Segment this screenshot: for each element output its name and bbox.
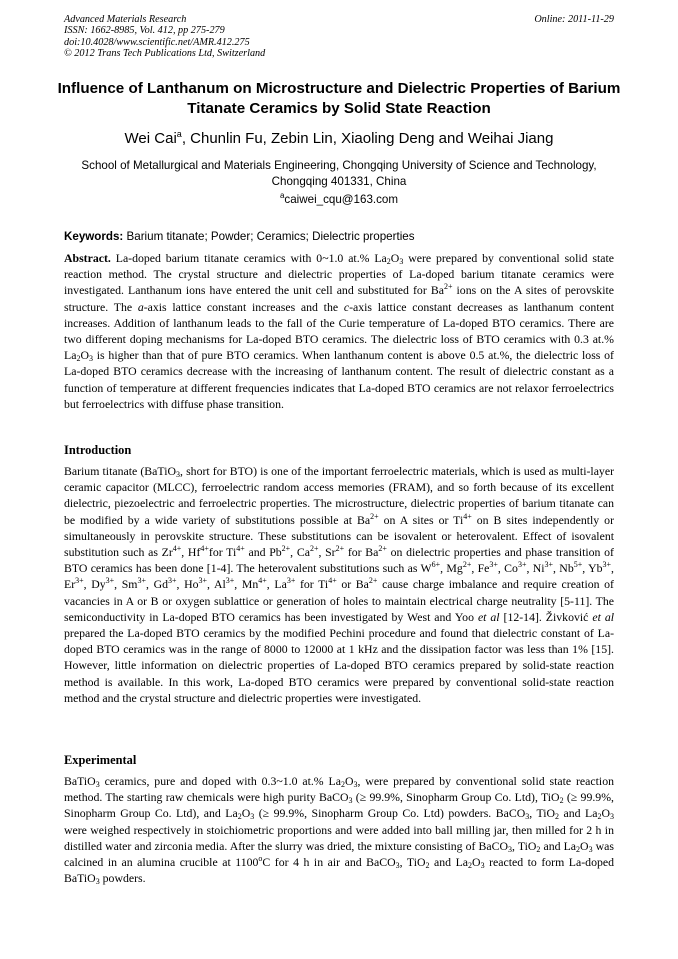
superscript: 3+: [105, 576, 115, 586]
text-run: , Yb: [582, 561, 603, 576]
superscript: o: [258, 854, 263, 864]
text-run: , Sm: [114, 577, 138, 592]
text-run: prepared the La-doped BTO ceramics by the modified Pechini procedure and found that dielectric constant of La-doped BTO ceramics was in the range of 8000 to 12000 at 1 kHz and the dissipation factor was less than 1% [15]. However, little information on dielectric properties of La-doped BTO ceramics prepared by solid-state reaction method is available. In this work, La-doped BTO ceramics were prepared by conventional solid-state reaction method and the crystal structure and dielectric properties were investigated.: [64, 626, 614, 705]
text-run: were prepared by conventional solid state reaction method. The crystal structure and dielectric properties of La-doped barium titanate ceramics were investigated. Lanthanum ions have entered the unit cell and substituted for Ba: [64, 251, 615, 298]
superscript: 4+: [236, 544, 245, 554]
text-run: , Hf: [181, 545, 201, 560]
superscript: 2+: [335, 544, 345, 554]
subscript: 3: [395, 861, 400, 871]
italic-symbol: c: [343, 299, 350, 314]
text-run: was calcined in an alumina crucible at 1100: [64, 838, 614, 870]
subscript: 2: [576, 844, 581, 854]
subscript: 2: [597, 812, 602, 822]
superscript: 2+: [309, 544, 319, 554]
text-run: La-doped barium titanate ceramics with 0~1.0 at.% La: [115, 251, 387, 265]
subscript: 3: [353, 780, 358, 789]
superscript: 2+: [281, 544, 291, 554]
text-run: , Mn: [234, 577, 259, 592]
copyright: © 2012 Trans Tech Publications Ltd, Switzerland: [64, 48, 266, 60]
text-run: ceramics, pure and doped with 0.3~1.0 at.% La: [99, 774, 341, 788]
subscript: 2: [237, 812, 242, 822]
email-address[interactable]: caiwei_cqu@163.com: [284, 193, 399, 206]
text-run: and La: [559, 806, 598, 821]
superscript: 3+: [225, 576, 235, 586]
text-run: (≥ 99.9%, Sinopharm Group Co. Ltd) powders. BaCO: [254, 806, 526, 821]
issn: ISSN: 1662-8985, Vol. 412, pp 275-279: [64, 25, 225, 37]
text-run: , Nb: [553, 561, 574, 576]
paper-title: Influence of Lanthanum on Microstructure and Dielectric Properties of Barium Titanate Ceramics by Solid State Reaction: [57, 80, 621, 117]
text-run: , Sr: [318, 545, 336, 560]
text-run: on B sites independently or simultaneously in perovskite structure. These substitutions can be isovalent or heterovalent. Effect of isovalent substitution such as Zr: [64, 512, 615, 560]
author-list: [50, 130, 628, 148]
subscript: 3: [480, 861, 485, 871]
italic-text: et al: [477, 609, 500, 624]
subscript: 3: [95, 780, 100, 789]
other-authors: , Chunlin Fu, Zebin Lin, Xiaoling Deng and Weihai Jiang: [181, 130, 554, 147]
text-run: and La: [540, 838, 577, 853]
introduction-text: [64, 463, 614, 706]
subscript: 2: [425, 861, 430, 871]
text-run: and La: [429, 855, 469, 870]
text-run: on A sites or Ti: [378, 512, 464, 527]
superscript: 3+: [198, 576, 208, 586]
text-run: -axis lattice constant decreases as lanthanum content increases. Addition of lanthanum leads to the fall of the Curie temperature of La-doped BTO ceramics. There are two different doping mechanisms for La-doped BTO ceramics. The dielectric loss of BTO ceramics with 0.3 at.% La: [64, 299, 615, 363]
subscript: 2: [468, 861, 473, 871]
text-run: or Ba: [336, 577, 369, 592]
text-run: O: [580, 838, 589, 853]
section-heading-experimental: Experimental: [64, 753, 137, 767]
superscript: 4+: [328, 576, 337, 586]
author-email: [50, 192, 628, 208]
superscript: 3+: [489, 560, 498, 570]
superscript: 4+: [172, 544, 182, 554]
superscript: 3+: [602, 560, 612, 570]
text-run: and Pb: [244, 545, 282, 560]
superscript: 2+: [368, 576, 378, 586]
text-run: cause charge imbalance and require creation of vacancies in A or B or oxygen sublattice or generation of holes to maintain electrical charge neutrality [5-11]. The semiconductivity in La-doped BTO ceramics has been investigated by West and Yoo: [64, 577, 614, 624]
text-run: O: [601, 806, 610, 821]
text-run: , Ni: [526, 561, 545, 576]
text-run: , Er: [64, 561, 614, 592]
journal-info: [64, 14, 265, 60]
abstract-label: Abstract.: [64, 251, 111, 265]
experimental-text: [64, 773, 614, 886]
text-run: , Ho: [176, 577, 199, 592]
text-run: on dielectric properties and phase transition of BTO ceramics has been done [1-4]. The heterovalent substitutions such as W: [64, 545, 614, 576]
subscript: 2: [340, 780, 345, 789]
text-run: , Mg: [440, 561, 463, 576]
abstract: [64, 250, 614, 412]
text-run: O: [344, 774, 354, 788]
text-run: were weighed respectively in stoichiometric proportions and were added into ball milling jar, then milled for 2 h in distilled water and zirconia media. After the slurry was dried, the mixture consisting of BaCO: [64, 822, 614, 853]
subscript: 2: [559, 796, 564, 806]
text-run: for Ti: [295, 577, 329, 592]
text-run: [12-14]. Živković: [499, 609, 593, 624]
text-run: reacted to form La-doped BaTiO: [64, 855, 615, 886]
text-run: C for 4 h in air and BaCO: [262, 855, 396, 870]
superscript: 3+: [137, 576, 147, 586]
text-run: , La: [266, 577, 287, 592]
author-mark: a: [176, 129, 182, 139]
subscript: 3: [588, 844, 593, 854]
superscript: 2+: [378, 544, 387, 554]
keywords-label: Keywords:: [64, 230, 124, 243]
text-run: , TiO: [529, 806, 556, 821]
subscript: 2: [555, 812, 560, 822]
superscript: 3+: [517, 560, 527, 570]
superscript: 2+: [443, 282, 453, 292]
superscript: 3+: [168, 576, 177, 586]
subscript: 3: [399, 257, 404, 266]
superscript: 4+: [200, 544, 209, 554]
affiliation: School of Metallurgical and Materials Engineering, Chongqing University of Science and Technology, Chongqing 401331, China: [81, 159, 597, 188]
superscript: 3+: [286, 576, 296, 586]
superscript: 6+: [431, 560, 441, 570]
subscript: 3: [609, 812, 614, 822]
first-author: Wei Cai: [124, 130, 177, 147]
text-run: Barium titanate (BaTiO: [64, 464, 176, 478]
text-run: , Co: [497, 561, 518, 576]
superscript: 3+: [544, 560, 554, 570]
email-mark: a: [279, 191, 285, 200]
online-date: Online: 2011-11-29: [534, 14, 614, 25]
subscript: 2: [76, 354, 81, 364]
superscript: 2+: [370, 511, 379, 521]
text-run: (≥ 99.9%, Sinopharm Group Co. Ltd), and La: [64, 790, 614, 821]
text-run: , were prepared by conventional solid state reaction method. The starting raw chemicals were high purity BaCO: [64, 774, 614, 805]
doi: doi:10.4028/www.scientific.net/AMR.412.275: [64, 36, 250, 48]
superscript: 5+: [573, 560, 583, 570]
subscript: 3: [525, 812, 530, 822]
superscript: 2+: [462, 560, 472, 570]
text-run: , TiO: [399, 855, 426, 870]
text-run: , Dy: [83, 577, 106, 592]
text-run: is higher than that of pure BTO ceramics. When lanthanum content is above 0.5 at.%, the dielectric loss of La-doped BTO ceramics decrease with the increasing of lanthanum content. The result of dielectric constant as a function of temperature at different frequencies indicates that La-doped BTO ceramics are not relaxor ferroelectrics but ferroelectrics with diffuse phase transition.: [64, 348, 614, 411]
text-run: -axis lattice constant increases and the: [143, 299, 344, 314]
text-run: for Ba: [344, 545, 379, 560]
subscript: 3: [95, 877, 100, 887]
text-run: , Al: [207, 577, 226, 592]
text-run: O: [472, 855, 481, 870]
text-run: ions on the A sites of perovskite structure. The: [64, 283, 614, 314]
italic-symbol: a: [137, 299, 144, 314]
subscript: 3: [508, 844, 513, 854]
text-run: , TiO: [512, 838, 537, 853]
text-run: O: [390, 251, 400, 265]
keywords: [64, 229, 415, 244]
text-run: (≥ 99.9%, Sinopharm Group Co. Ltd), TiO: [352, 790, 560, 805]
text-run: O: [241, 806, 251, 821]
section-heading-introduction: Introduction: [64, 443, 132, 457]
superscript: 3+: [75, 576, 84, 586]
text-run: , Gd: [146, 577, 169, 592]
text-run: , short for BTO) is one of the important ferroelectric materials, which is used as multi-layer ceramic capacitor (MLCC), ferroelectric random access memories (FRAM), and so forth because of its excellent dielectric, piezoelectric and ferroelectric properties. The microstructure, dielectric properties of barium titanate can be modified by a wide variety of substitutions possible at Ba: [64, 464, 614, 527]
text-run: powders.: [99, 871, 146, 886]
text-run: BaTiO: [64, 774, 96, 788]
subscript: 3: [88, 354, 93, 364]
journal-name: Advanced Materials Research: [64, 14, 187, 25]
subscript: 3: [250, 812, 255, 822]
text-run: O: [80, 348, 89, 363]
text-run: , Ca: [290, 545, 310, 560]
keywords-text: Barium titanate; Powder; Ceramics; Dielectric properties: [126, 230, 415, 243]
text-run: , Fe: [471, 561, 490, 576]
subscript: 3: [348, 796, 353, 806]
italic-text: et al: [592, 609, 614, 624]
subscript: 3: [176, 470, 180, 479]
superscript: 4+: [258, 576, 267, 586]
subscript: 2: [386, 257, 391, 266]
text-run: for Ti: [208, 545, 237, 560]
subscript: 2: [536, 844, 541, 854]
superscript: 4+: [463, 511, 472, 521]
